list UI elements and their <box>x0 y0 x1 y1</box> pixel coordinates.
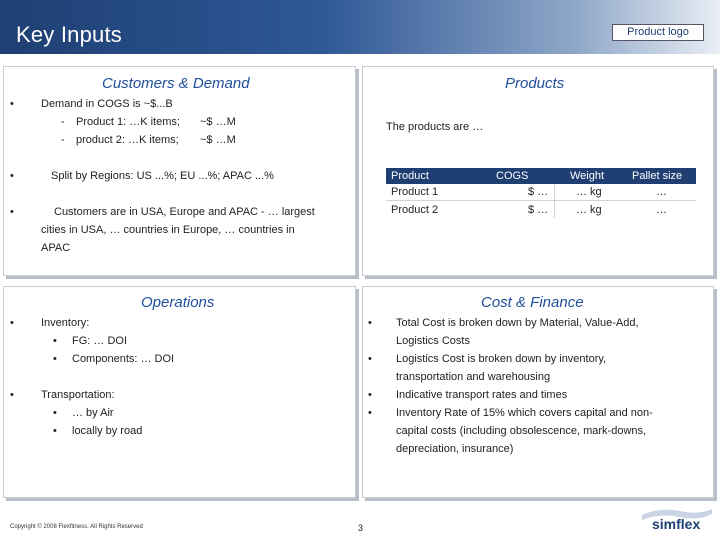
cost-line: transportation and warehousing <box>396 371 551 383</box>
col-divider <box>554 184 555 218</box>
transport-road: locally by road <box>72 425 143 437</box>
table-cell: … <box>656 204 667 216</box>
table-cell: … kg <box>576 204 602 216</box>
bullet-icon: • <box>368 407 372 419</box>
bullet-icon: • <box>368 353 372 365</box>
table-cell: $ … <box>528 204 549 216</box>
copyright-text: Copyright © 2008 Flexfitness. All Rights Reserved <box>10 524 143 530</box>
cost-line: Logistics Cost is broken down by inventory, <box>396 353 607 365</box>
bullet-icon: • <box>368 317 372 329</box>
inventory-label: Inventory: <box>41 317 90 329</box>
bullet-icon: • <box>10 170 14 182</box>
products-intro: The products are … <box>386 121 484 133</box>
cost-finance-panel <box>362 286 714 498</box>
table-cell: … kg <box>576 186 602 198</box>
table-cell: Product 1 <box>391 186 439 198</box>
operations-panel <box>3 286 356 498</box>
cost-line: Inventory Rate of 15% which covers capital and non- <box>396 407 653 419</box>
customer-regions-line2: cities in USA, … countries in Europe, … countries in <box>41 224 295 236</box>
fg-doi: FG: … DOI <box>72 335 127 347</box>
bullet-icon: • <box>53 335 57 347</box>
table-cell: $ … <box>528 186 549 198</box>
customer-regions-line1: Customers are in USA, Europe and APAC - … largest <box>54 206 315 218</box>
demand-text: Demand in COGS is ~$...B <box>41 98 173 110</box>
cost-line: Indicative transport rates and times <box>396 389 568 401</box>
components-doi: Components: … DOI <box>72 353 175 365</box>
transport-air: … by Air <box>72 407 114 419</box>
table-cell: … <box>656 186 667 198</box>
product-logo-placeholder: Product logo <box>612 24 704 41</box>
header-product: Product <box>391 170 429 182</box>
customers-demand-title: Customers & Demand <box>102 75 250 92</box>
product-1-value: ~$ …M <box>200 116 236 128</box>
header-weight: Weight <box>570 170 605 182</box>
page-title: Key Inputs <box>16 22 122 47</box>
simflex-logo <box>640 505 714 535</box>
products-title: Products <box>505 75 565 92</box>
cost-finance-title: Cost & Finance <box>481 294 584 311</box>
bullet-icon: • <box>53 353 57 365</box>
dash-icon: - <box>61 116 65 128</box>
product-2-demand: product 2: …K items; <box>76 134 179 146</box>
table-cell: Product 2 <box>391 204 439 216</box>
header-pallet-size: Pallet size <box>632 170 683 182</box>
transportation-label: Transportation: <box>41 389 115 401</box>
header-bar <box>0 0 720 54</box>
bullet-icon: • <box>53 407 57 419</box>
bullet-icon: • <box>10 389 14 401</box>
bullet-icon: • <box>368 389 372 401</box>
product-2-value: ~$ …M <box>200 134 236 146</box>
bullet-icon: • <box>10 98 14 110</box>
operations-title: Operations <box>141 294 215 311</box>
cost-line: Total Cost is broken down by Material, Value-Add, <box>396 317 639 329</box>
product-1-demand: Product 1: …K items; <box>76 116 180 128</box>
dash-icon: - <box>61 134 65 146</box>
page-number: 3 <box>358 523 364 533</box>
regional-split-text: Split by Regions: US ...%; EU ...%; APAC ...% <box>51 170 274 182</box>
bullet-icon: • <box>53 425 57 437</box>
svg-text:simflex: simflex <box>652 516 701 532</box>
customers-demand-panel <box>3 66 356 276</box>
customer-regions-line3: APAC <box>41 242 71 254</box>
bullet-icon: • <box>10 317 14 329</box>
cost-line: Logistics Costs <box>396 335 470 347</box>
cost-line: capital costs (including obsolescence, mark-downs, <box>396 425 647 437</box>
row-divider <box>386 200 696 201</box>
header-cogs: COGS <box>496 170 529 182</box>
cost-line: depreciation, insurance) <box>396 443 514 455</box>
bullet-icon: • <box>10 206 14 218</box>
